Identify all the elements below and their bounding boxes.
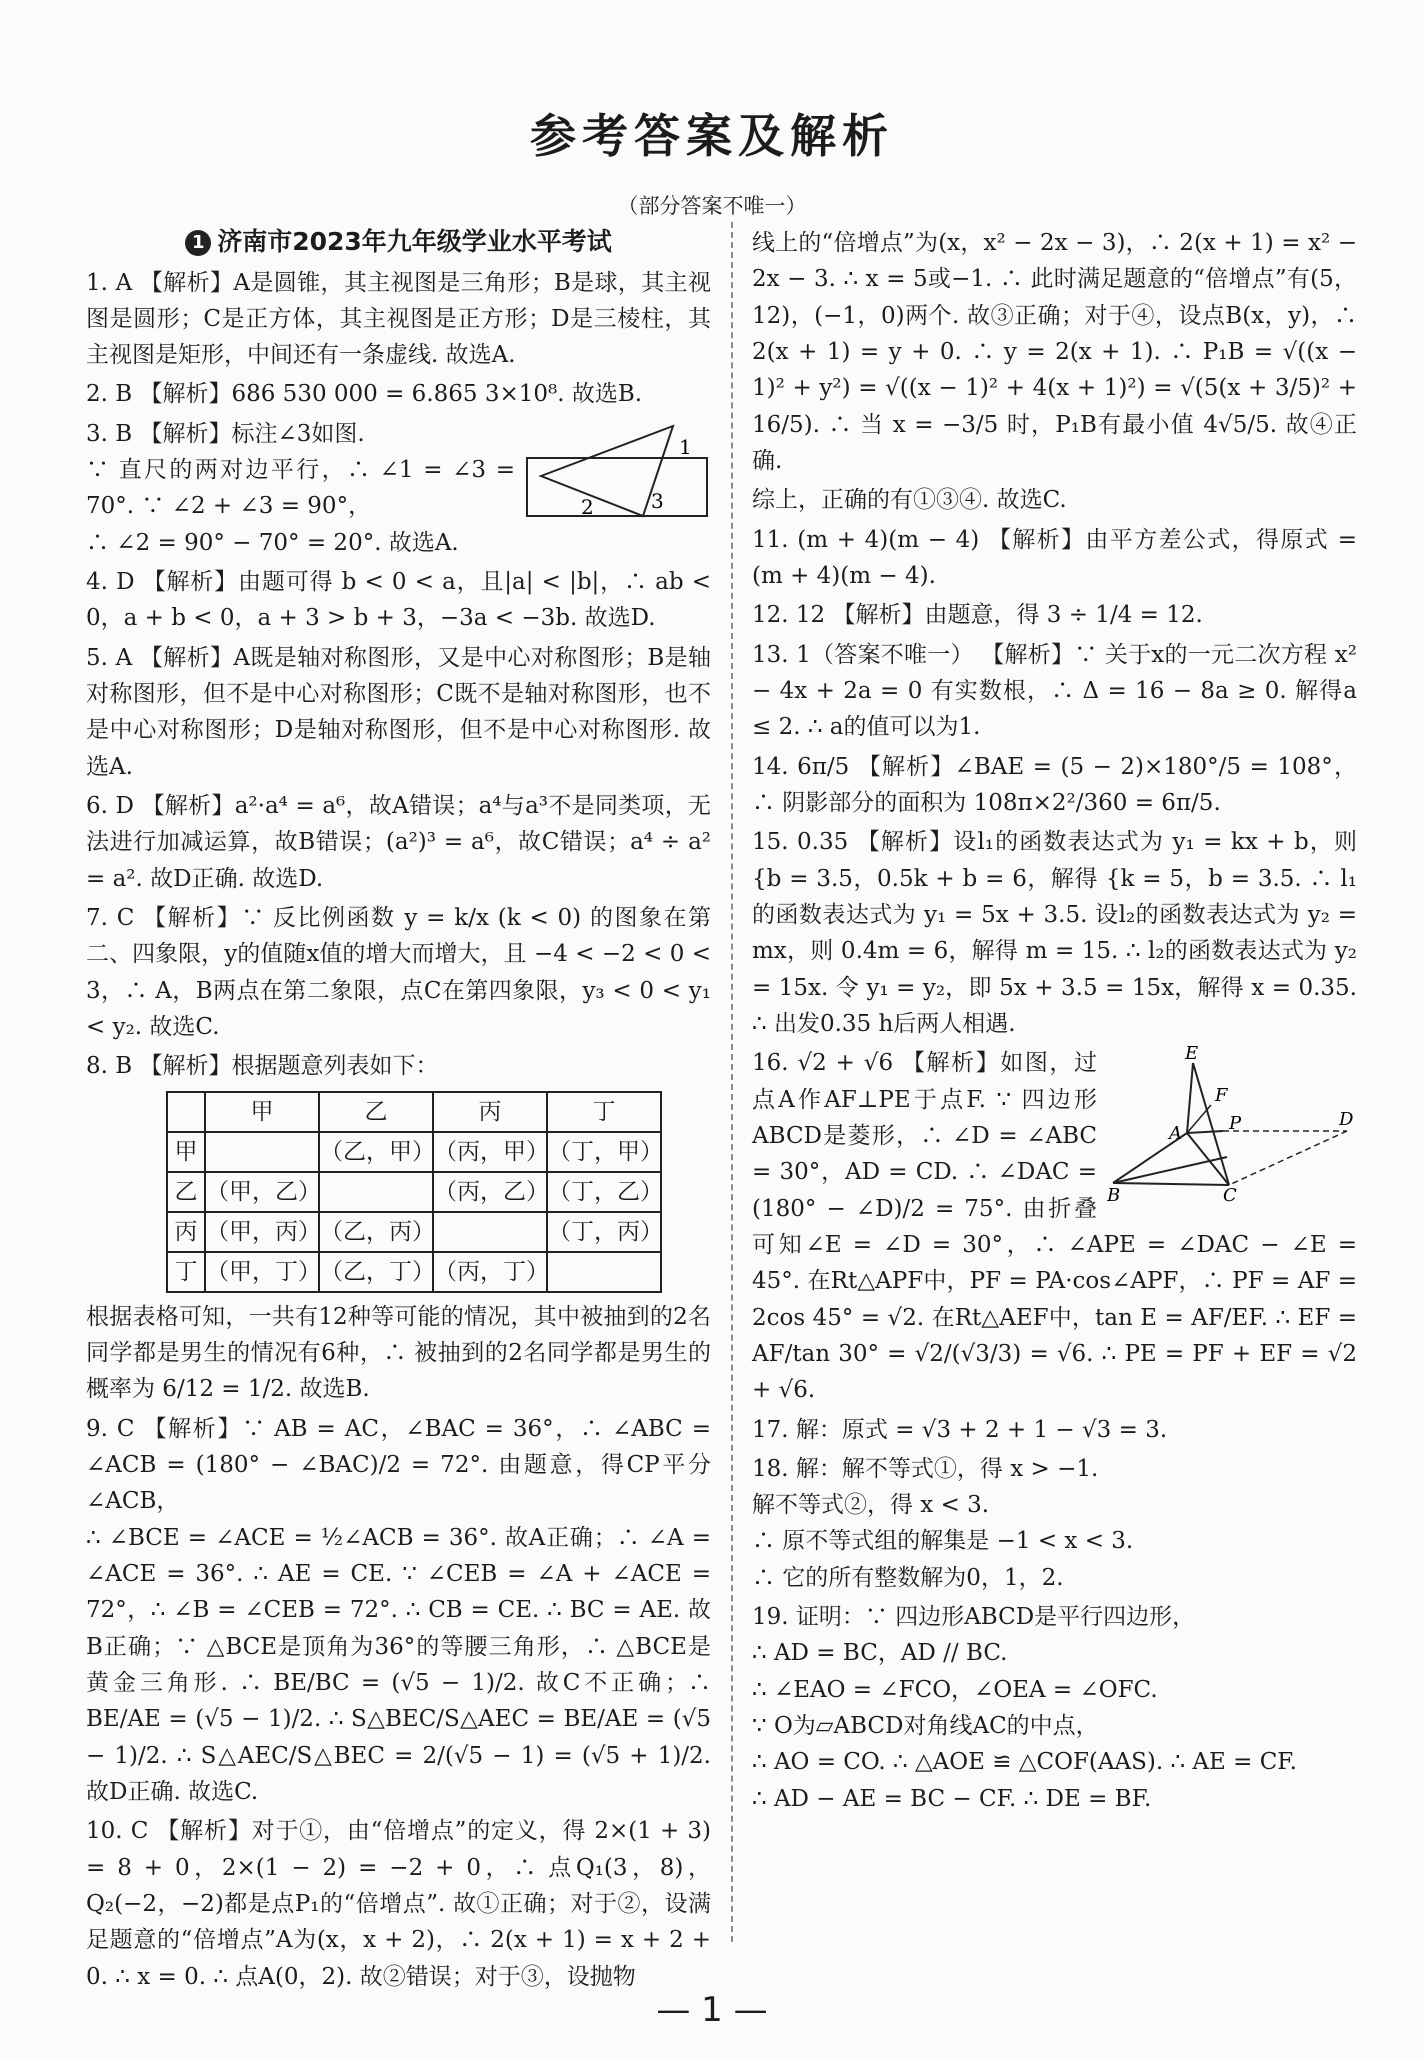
answer-q1: 1. A 【解析】A是圆锥，其主视图是三角形；B是球，其主视图是圆形；C是正方体，其主视图是正方形；D是三棱柱，其主视图是矩形，中间还有一条虚线. 故选A. [86, 269, 711, 369]
point-label-a: A [1169, 1123, 1182, 1145]
table-row [167, 1172, 661, 1212]
table-cell: （乙，丁） [319, 1252, 433, 1292]
answer-q19-line2: ∴ AD = BC，AD // BC. [752, 1640, 1008, 1667]
table-cell: （丙，甲） [433, 1132, 547, 1172]
left-column [86, 222, 711, 1998]
table-header-cell: 甲 [205, 1092, 319, 1132]
answer-q4: 4. D 【解析】由题可得 b < 0 < a，且|a| < |b|，∴ ab < 0，a + b < 0，a + 3 > b + 3，−3a < −3b. 故选D. [86, 569, 711, 632]
table-cell [205, 1132, 319, 1172]
answer-q16-text: 16. √2 + √6 【解析】如图，过点A作AF⊥PE于点F. ∵ 四边形ABCD是菱形，∴ ∠D = ∠ABC = 30°，AD = CD. ∴ ∠DAC = (180° − ∠D)/2 = 75°. 由折叠可知∠E = ∠D = 30°，∴ ∠APE = ∠DAC − ∠E = 45°. 在Rt△APF中，PF = PA·cos∠APF，∴ PF = AF = 2cos 45° = √2. 在Rt△AEF中，tan E = AF/EF. ∴ EF = AF/tan 30° = √2/(√3/3) = √6. ∴ PE = PF + EF = √2 + √6. [752, 1050, 1357, 1404]
answer-q19-line6: ∴ AD − AE = BC − CF. ∴ DE = BF. [752, 1785, 1152, 1812]
table-cell: （乙，甲） [319, 1132, 433, 1172]
page-number: — 1 — [656, 1990, 768, 2030]
answer-q14: 14. 6π/5 【解析】∠BAE = (5 − 2)×180°/5 = 108°，∴ 阴影部分的面积为 108π×2²/360 = 6π/5. [752, 753, 1357, 816]
answer-q2: 2. B 【解析】686 530 000 = 6.865 3×10⁸. 故选B. [86, 381, 643, 408]
answer-q18-line1: 18. 解：解不等式①，得 x > −1. [752, 1455, 1099, 1482]
answer-q18-line4: ∴ 它的所有整数解为0，1，2. [752, 1564, 1064, 1591]
table-cell [547, 1252, 661, 1292]
table-cell: （甲，丁） [205, 1252, 319, 1292]
exam-title [86, 222, 711, 262]
answer-q19-line1: 19. 证明：∵ 四边形ABCD是平行四边形， [752, 1604, 1196, 1631]
table-cell: （丁，丙） [547, 1212, 661, 1252]
answer-q10-summary: 综上，正确的有①③④. 故选C. [752, 487, 1067, 514]
table-row-header: 甲 [167, 1132, 205, 1172]
answer-q5: 5. A 【解析】A既是轴对称图形，又是中心对称图形；B是轴对称图形，但不是中心对称图形；C既不是轴对称图形，也不是中心对称图形；D是轴对称图形，但不是中心对称图形. 故选A. [86, 644, 711, 780]
table-cell: （丙，丁） [433, 1252, 547, 1292]
answer-q7: 7. C 【解析】∵ 反比例函数 y = k/x (k < 0) 的图象在第二、四象限，y的值随x值的增大而增大，且 −4 < −2 < 0 < 3，∴ A，B两点在第二象限，点C在第四象限，y₃ < 0 < y₁ < y₂. 故选C. [86, 905, 711, 1041]
answer-q9 [86, 1411, 711, 1811]
point-label-e: E [1185, 1045, 1199, 1065]
answer-q19-line3: ∴ ∠EAO = ∠FCO，∠OEA = ∠OFC. [752, 1676, 1158, 1703]
answer-q18-line3: ∴ 原不等式组的解集是 −1 < x < 3. [752, 1528, 1134, 1555]
table-header-cell: 丙 [433, 1092, 547, 1132]
answer-q6: 6. D 【解析】a²·a⁴ = a⁶，故A错误；a⁴与a³不是同类项，无法进行加减运算，故B错误；(a²)³ = a⁶，故C错误；a⁴ ÷ a² = a². 故D正确. 故选D. [86, 793, 711, 892]
table-header-row [167, 1092, 661, 1132]
table-row-header: 乙 [167, 1172, 205, 1212]
answer-q15: 15. 0.35 【解析】设l₁的函数表达式为 y₁ = kx + b，则 {b = 3.5，0.5k + b = 6，解得 {k = 5，b = 3.5. ∴ l₁的函数表达式为 y₁ = 5x + 3.5. 设l₂的函数表达式为 y₂ = mx，则 0.4m = 6，解得 m = 15. ∴ l₂的函数表达式为 y₂ = 15x. 令 y₁ = y₂，即 5x + 3.5 = 15x，解得 x = 0.35. ∴ 出发0.35 h后两人相遇. [752, 829, 1357, 1037]
answer-q3-line1: 3. B 【解析】标注∠3如图. [86, 420, 365, 447]
answer-q19 [752, 1599, 1357, 1817]
point-label-b: B [1107, 1185, 1121, 1204]
angle-label-3: 3 [651, 488, 664, 513]
answer-q16 [752, 1045, 1357, 1408]
table-header-cell: 乙 [319, 1092, 433, 1132]
right-column [752, 222, 1357, 1820]
rhombus-fold-figure [1107, 1045, 1357, 1203]
table-row [167, 1252, 661, 1292]
point-label-c: C [1223, 1185, 1237, 1204]
answer-q17: 17. 解：原式 = √3 + 2 + 1 − √3 = 3. [752, 1416, 1168, 1443]
answer-q3-line2: ∵ 直尺的两对边平行，∴ ∠1 = ∠3 = 70°. ∵ ∠2 + ∠3 = 90°， [86, 457, 515, 520]
table-cell: （甲，丙） [205, 1212, 319, 1252]
table-cell: （丙，乙） [433, 1172, 547, 1212]
table-cell: （丁，乙） [547, 1172, 661, 1212]
table-row-header: 丙 [167, 1212, 205, 1252]
table-row [167, 1132, 661, 1172]
table-cell: （丁，甲） [547, 1132, 661, 1172]
answer-q8-conclusion: 根据表格可知，一共有12种等可能的情况，其中被抽到的2名同学都是男生的情况有6种，∴ 被抽到的2名同学都是男生的概率为 6/12 = 1/2. 故选B. [86, 1303, 711, 1403]
table-cell: （乙，丙） [319, 1212, 433, 1252]
answer-q13: 13. 1（答案不唯一） 【解析】∵ 关于x的一元二次方程 x² − 4x + 2a = 0 有实数根，∴ Δ = 16 − 8a ≥ 0. 解得a ≤ 2. ∴ a的值可以为1. [752, 641, 1357, 741]
angle-label-1: 1 [679, 434, 692, 459]
table-header-cell: 丁 [547, 1092, 661, 1132]
answer-q19-line4: ∵ O为▱ABCD对角线AC的中点， [752, 1713, 1099, 1740]
table-cell: （甲，乙） [205, 1172, 319, 1212]
answer-q8-intro: 8. B 【解析】根据题意列表如下： [86, 1053, 439, 1080]
answer-q9-part2: ∴ ∠BCE = ∠ACE = ½∠ACB = 36°. 故A正确；∴ ∠A = ∠ACE = 36°. ∴ AE = CE. ∵ ∠CEB = ∠A + ∠ACE = 72°，∴ ∠B = ∠CEB = 72°. ∴ CB = CE. ∴ BC = AE. 故B正确；∵ △BCE是顶角为36°的等腰三角形，∴ △BCE是黄金三角形. ∴ BE/BC = (√5 − 1)/2. 故C不正确；∴ BE/AE = (√5 − 1)/2. ∴ S△BEC/S△AEC = BE/AE = (√5 − 1)/2. ∴ S△AEC/S△BEC = 2/(√5 − 1) = (√5 + 1)/2. 故D正确. 故选C. [86, 1524, 711, 1805]
point-label-p: P [1229, 1113, 1242, 1135]
table-corner-cell [167, 1092, 205, 1132]
point-label-d: D [1339, 1109, 1354, 1131]
page-title: 参考答案及解析 [530, 109, 894, 163]
answer-q10-continued: 线上的“倍增点”为(x，x² − 2x − 3)，∴ 2(x + 1) = x² − 2x − 3. ∴ x = 5或−1. ∴ 此时满足题意的“倍增点”有(5，12)，(−1，0)两个. 故③正确；对于④，设点B(x，y)，∴ 2(x + 1) = y + 0. ∴ y = 2(x + 1). ∴ P₁B = √((x − 1)² + y²) = √((x − 1)² + 4(x + 1)²) = √(5(x + 3/5)² + 16/5). ∴ 当 x = −3/5 时，P₁B有最小值 4√5/5. 故④正确. [752, 230, 1357, 474]
answer-q8 [86, 1048, 711, 1407]
exam-title-text: 济南市2023年九年级学业水平考试 [217, 227, 612, 256]
angle-label-2: 2 [581, 494, 594, 519]
table-cell [433, 1212, 547, 1252]
answer-q9-part1: 9. C 【解析】∵ AB = AC，∠BAC = 36°，∴ ∠ABC = ∠ACB = (180° − ∠BAC)/2 = 72°. 由题意，得CP平分∠ACB， [86, 1415, 711, 1515]
exam-number-badge: 1 [185, 230, 211, 256]
answer-q19-line5: ∴ AO = CO. ∴ △AOE ≌ △COF(AAS). ∴ AE = CF. [752, 1749, 1297, 1776]
answer-q18-line2: 解不等式②，得 x < 3. [752, 1492, 990, 1519]
page-subtitle: （部分答案不唯一） [617, 194, 807, 218]
answer-q11: 11. (m + 4)(m − 4) 【解析】由平方差公式，得原式 = (m + 4)(m − 4). [752, 526, 1357, 589]
table-row [167, 1212, 661, 1252]
answer-q3-line3: ∴ ∠2 = 90° − 70° = 20°. 故选A. [86, 529, 459, 556]
answer-q18 [752, 1451, 1357, 1596]
table-row-header: 丁 [167, 1252, 205, 1292]
point-label-f: F [1215, 1085, 1228, 1107]
column-divider [731, 222, 733, 1942]
probability-table [166, 1091, 662, 1293]
answer-q3 [86, 416, 711, 561]
answer-q12: 12. 12 【解析】由题意，得 3 ÷ 1/4 = 12. [752, 602, 1203, 629]
ruler-triangle-figure [523, 420, 711, 520]
answer-q10: 10. C 【解析】对于①，由“倍增点”的定义，得 2×(1 + 3) = 8 + 0，2×(1 − 2) = −2 + 0，∴ 点Q₁(3，8)，Q₂(−2，−2)都是点P₁的“倍增点”. 故①正确；对于②，设满足题意的“倍增点”A为(x，x + 2)，∴ 2(x + 1) = x + 2 + 0. ∴ x = 0. ∴ 点A(0，2). 故②错误；对于③，设抛物 [86, 1818, 711, 1990]
table-cell [319, 1172, 433, 1212]
